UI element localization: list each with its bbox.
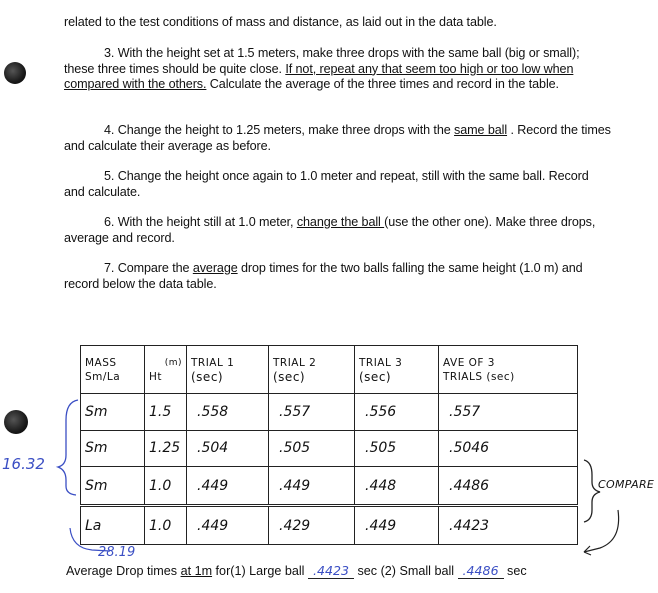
arrow-head-mark <box>584 546 591 555</box>
cell-mass: Sm <box>81 394 145 431</box>
header-mass: MASS Sm/La <box>81 346 145 394</box>
cell-mass: Sm <box>81 467 145 506</box>
cell-mass: La <box>81 506 145 545</box>
cell-height: 1.25 <box>145 430 187 467</box>
compare-note: COMPARE <box>598 478 655 491</box>
cell-trial-2: .505 <box>269 430 355 467</box>
data-table <box>80 345 578 545</box>
cell-trial-1: .558 <box>187 394 269 431</box>
header-trial-1: TRIAL 1 (sec) <box>187 346 269 394</box>
cell-height: 1.5 <box>145 394 187 431</box>
paragraph-step-4: 4. Change the height to 1.25 meters, make three drops with the same ball . Record the times and calculate their average as before. <box>64 123 611 153</box>
table-row <box>81 430 578 467</box>
cell-average: .4423 <box>439 506 578 545</box>
table-row <box>81 506 578 545</box>
cell-average: .557 <box>439 394 578 431</box>
cell-average: .5046 <box>439 430 578 467</box>
header-average: AVE OF 3 TRIALS (sec) <box>439 346 578 394</box>
header-trial-2: TRIAL 2 (sec) <box>269 346 355 394</box>
cell-height: 1.0 <box>145 467 187 506</box>
small-ball-average: .4486 <box>458 563 504 579</box>
underlined-text: average <box>192 261 238 275</box>
left-margin-note: 16.32 <box>2 455 45 473</box>
cell-height: 1.0 <box>145 506 187 545</box>
right-brace-mark <box>584 460 600 522</box>
table-row <box>81 467 578 506</box>
underlined-text: If not, repeat any that seem too high or too low when compared with the others. <box>64 61 574 91</box>
cell-trial-1: .504 <box>187 430 269 467</box>
table-row <box>81 394 578 431</box>
underlined-text: change the ball <box>296 215 385 229</box>
header-height: (m) Ht <box>145 346 187 394</box>
paragraph-step-3: 3. With the height set at 1.5 meters, make three drops with the same ball (big or small); these three times should be quite close. If not, repeat any that seem too high or too low when compared with the others. Calculate the average of the three times and record in the table. <box>64 46 580 91</box>
cell-trial-3: .449 <box>355 506 439 545</box>
arrow-mark <box>584 510 619 552</box>
cell-trial-1: .449 <box>187 506 269 545</box>
left-bracket-mark <box>58 400 78 495</box>
summary-line: Average Drop times at 1m for(1) Large ball .4423 sec (2) Small ball .4486 sec <box>66 563 527 578</box>
cell-trial-3: .556 <box>355 394 439 431</box>
binder-hole-bottom <box>4 410 28 434</box>
paragraph-step-6: 6. With the height still at 1.0 meter, change the ball (use the other one). Make three drops, average and record. <box>64 215 596 245</box>
large-ball-average: .4423 <box>308 563 354 579</box>
binder-hole-top <box>4 62 26 84</box>
paragraph-step-7: 7. Compare the average drop times for the two balls falling the same height (1.0 m) and record below the data table. <box>64 261 583 291</box>
cell-mass: Sm <box>81 430 145 467</box>
table-header-row <box>81 346 578 394</box>
bottom-note: 28.19 <box>98 545 136 560</box>
header-trial-3: TRIAL 3 (sec) <box>355 346 439 394</box>
cell-trial-3: .505 <box>355 430 439 467</box>
paragraph-intro: related to the test conditions of mass and distance, as laid out in the data table. <box>64 15 497 29</box>
cell-trial-2: .449 <box>269 467 355 506</box>
cell-trial-3: .448 <box>355 467 439 506</box>
cell-trial-2: .429 <box>269 506 355 545</box>
cell-average: .4486 <box>439 467 578 506</box>
paragraph-step-5: 5. Change the height once again to 1.0 meter and repeat, still with the same ball. Record and calculate. <box>64 169 589 199</box>
underlined-text: same ball <box>454 123 508 137</box>
cell-trial-2: .557 <box>269 394 355 431</box>
cell-trial-1: .449 <box>187 467 269 506</box>
